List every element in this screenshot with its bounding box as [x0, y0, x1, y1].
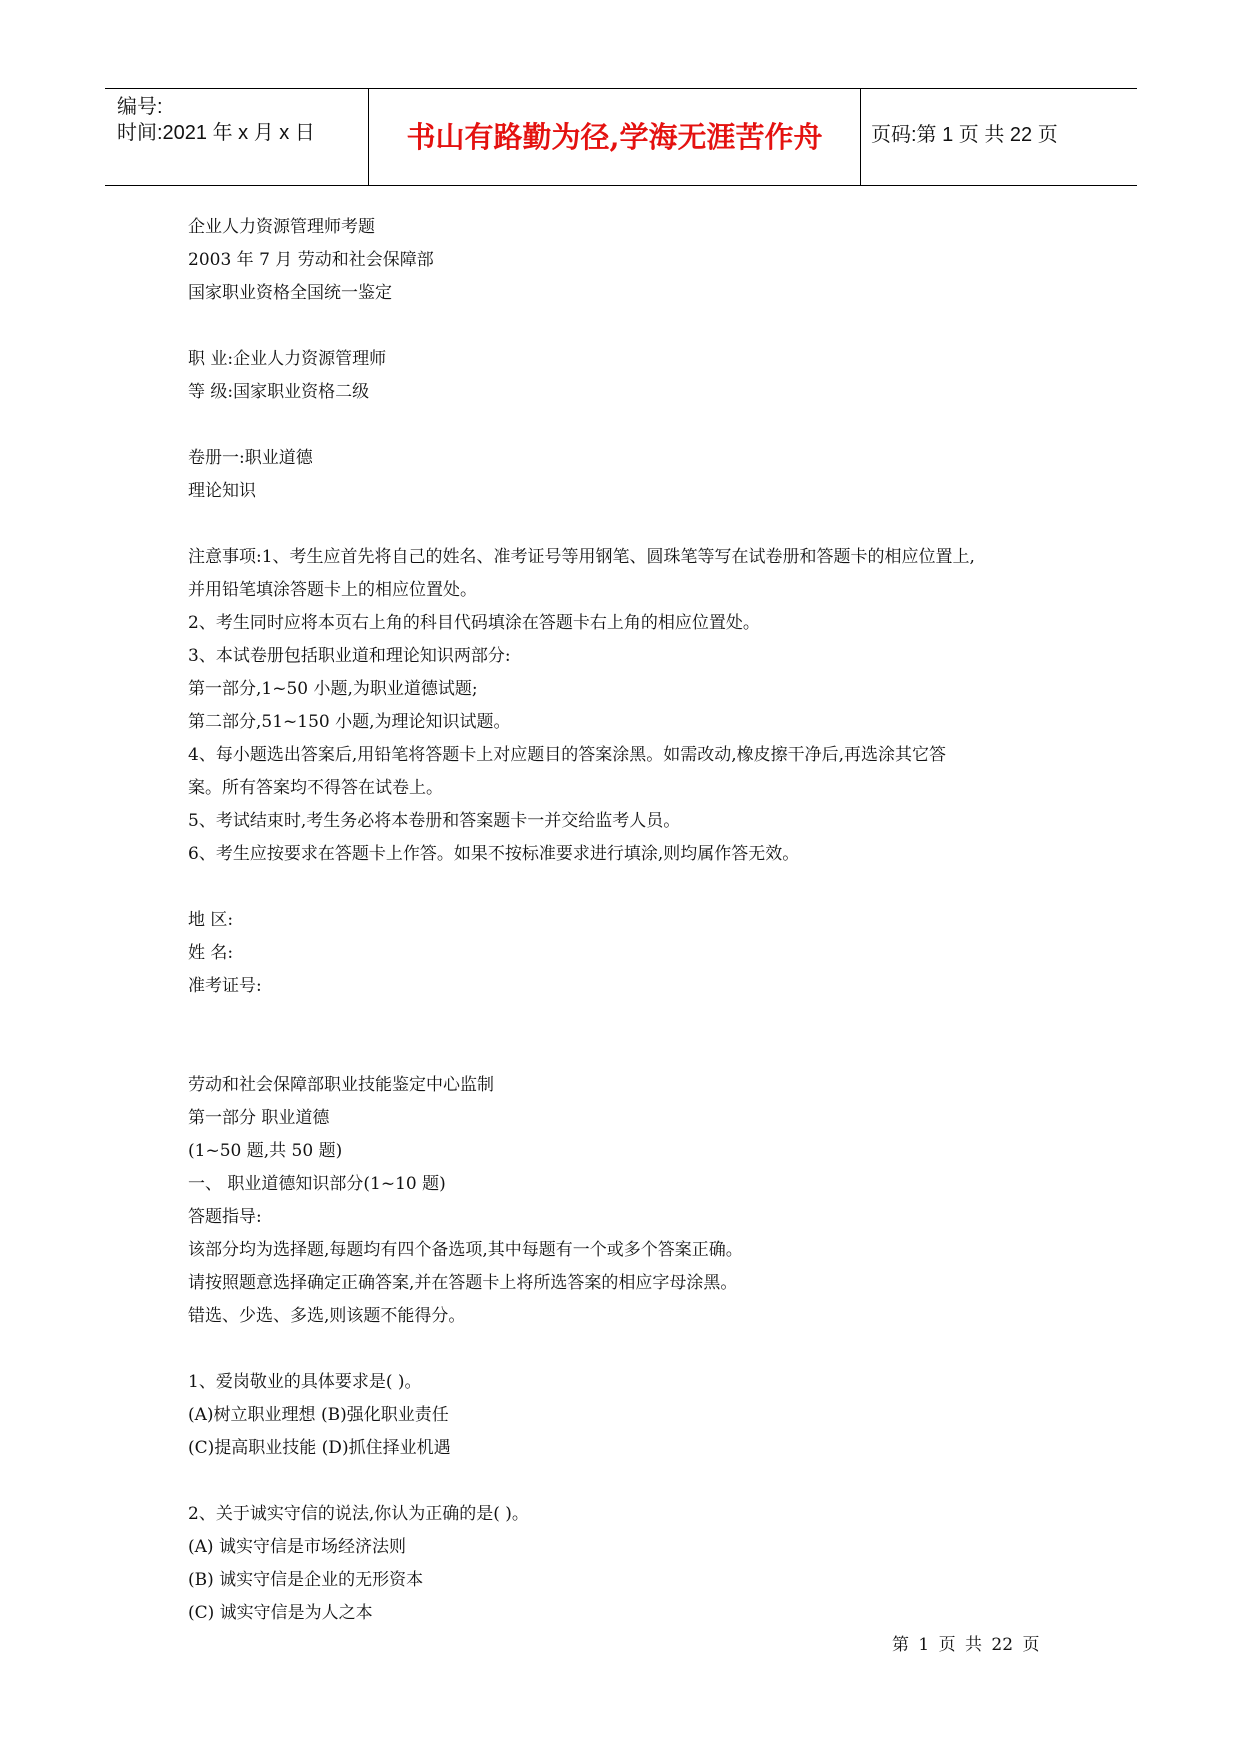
- text-line: 等 级:国家职业资格二级: [188, 382, 370, 402]
- blank-line: [188, 1333, 1068, 1366]
- text-line: 卷册一:职业道德: [188, 448, 313, 468]
- text-line: 职 业:企业人力资源管理师: [188, 349, 387, 369]
- text-line: (B) 诚实守信是企业的无形资本: [188, 1570, 424, 1590]
- text-line: 该部分均为选择题,每题均有四个备选项,其中每题有一个或多个答案正确。: [188, 1240, 743, 1260]
- text-line: (C)提高职业技能 (D)抓住择业机遇: [188, 1438, 451, 1458]
- text-line: (C) 诚实守信是为人之本: [188, 1603, 373, 1623]
- blank-line: [188, 871, 1068, 904]
- text-line: 5、考试结束时,考生务必将本卷册和答案题卡一并交给监考人员。: [188, 811, 681, 831]
- text-line: 一、 职业道德知识部分(1~10 题): [188, 1174, 446, 1194]
- text-line: 2、关于诚实守信的说法,你认为正确的是( )。: [188, 1504, 529, 1524]
- text-line: 第二部分,51~150 小题,为理论知识试题。: [188, 712, 511, 732]
- text-line: 请按照题意选择确定正确答案,并在答题卡上将所选答案的相应字母涂黑。: [188, 1273, 738, 1293]
- document-header: [105, 88, 1137, 186]
- document-time-label: 时间:2021 年 x 月 x 日: [117, 122, 315, 144]
- text-line: 1、爱岗敬业的具体要求是( )。: [188, 1372, 422, 1392]
- text-line: 第一部分 职业道德: [188, 1108, 330, 1128]
- page-footer: 第 1 页 共 22 页: [892, 1635, 1040, 1655]
- text-line: 并用铅笔填涂答题卡上的相应位置处。: [188, 580, 477, 600]
- blank-line: [188, 310, 1068, 343]
- text-line: 3、本试卷册包括职业道和理论知识两部分:: [188, 646, 511, 666]
- blank-line: [188, 1003, 1068, 1036]
- text-line: 6、考生应按要求在答题卡上作答。如果不按标准要求进行填涂,则均属作答无效。: [188, 844, 800, 864]
- header-page-label: 页码:第 1 页 共 22 页: [871, 124, 1058, 146]
- blank-line: [188, 409, 1068, 442]
- text-line: 姓 名:: [188, 943, 234, 963]
- header-page-cell: [861, 89, 1137, 185]
- text-line: 答题指导:: [188, 1207, 262, 1227]
- document-number-label: 编号:: [117, 96, 163, 118]
- blank-line: [188, 1465, 1068, 1498]
- text-line: 劳动和社会保障部职业技能鉴定中心监制: [188, 1075, 494, 1095]
- text-line: 4、每小题选出答案后,用铅笔将答题卡上对应题目的答案涂黑。如需改动,橡皮擦干净后,再选涂其它答: [188, 745, 947, 765]
- header-info-cell: [105, 89, 367, 185]
- text-line: 理论知识: [188, 481, 256, 501]
- text-line: 错选、少选、多选,则该题不能得分。: [188, 1306, 466, 1326]
- text-line: 企业人力资源管理师考题: [188, 217, 375, 237]
- text-line: 第一部分,1~50 小题,为职业道德试题;: [188, 679, 478, 699]
- text-line: (A)树立职业理想 (B)强化职业责任: [188, 1405, 449, 1425]
- blank-line: [188, 1036, 1068, 1069]
- text-line: 国家职业资格全国统一鉴定: [188, 283, 392, 303]
- document-body: [188, 211, 1068, 1630]
- text-line: 注意事项:1、考生应首先将自己的姓名、准考证号等用钢笔、圆珠笔等写在试卷册和答题卡的相应位置上,: [188, 547, 975, 567]
- motto-text: 书山有路勤为径,学海无涯苦作舟: [406, 120, 823, 154]
- header-motto-cell: [368, 89, 861, 185]
- text-line: 2003 年 7 月 劳动和社会保障部: [188, 250, 434, 270]
- text-line: (1~50 题,共 50 题): [188, 1141, 343, 1161]
- blank-line: [188, 508, 1068, 541]
- text-line: 2、考生同时应将本页右上角的科目代码填涂在答题卡右上角的相应位置处。: [188, 613, 760, 633]
- text-line: 准考证号:: [188, 976, 262, 996]
- text-line: 地 区:: [188, 910, 234, 930]
- text-line: (A) 诚实守信是市场经济法则: [188, 1537, 406, 1557]
- text-line: 案。所有答案均不得答在试卷上。: [188, 778, 443, 798]
